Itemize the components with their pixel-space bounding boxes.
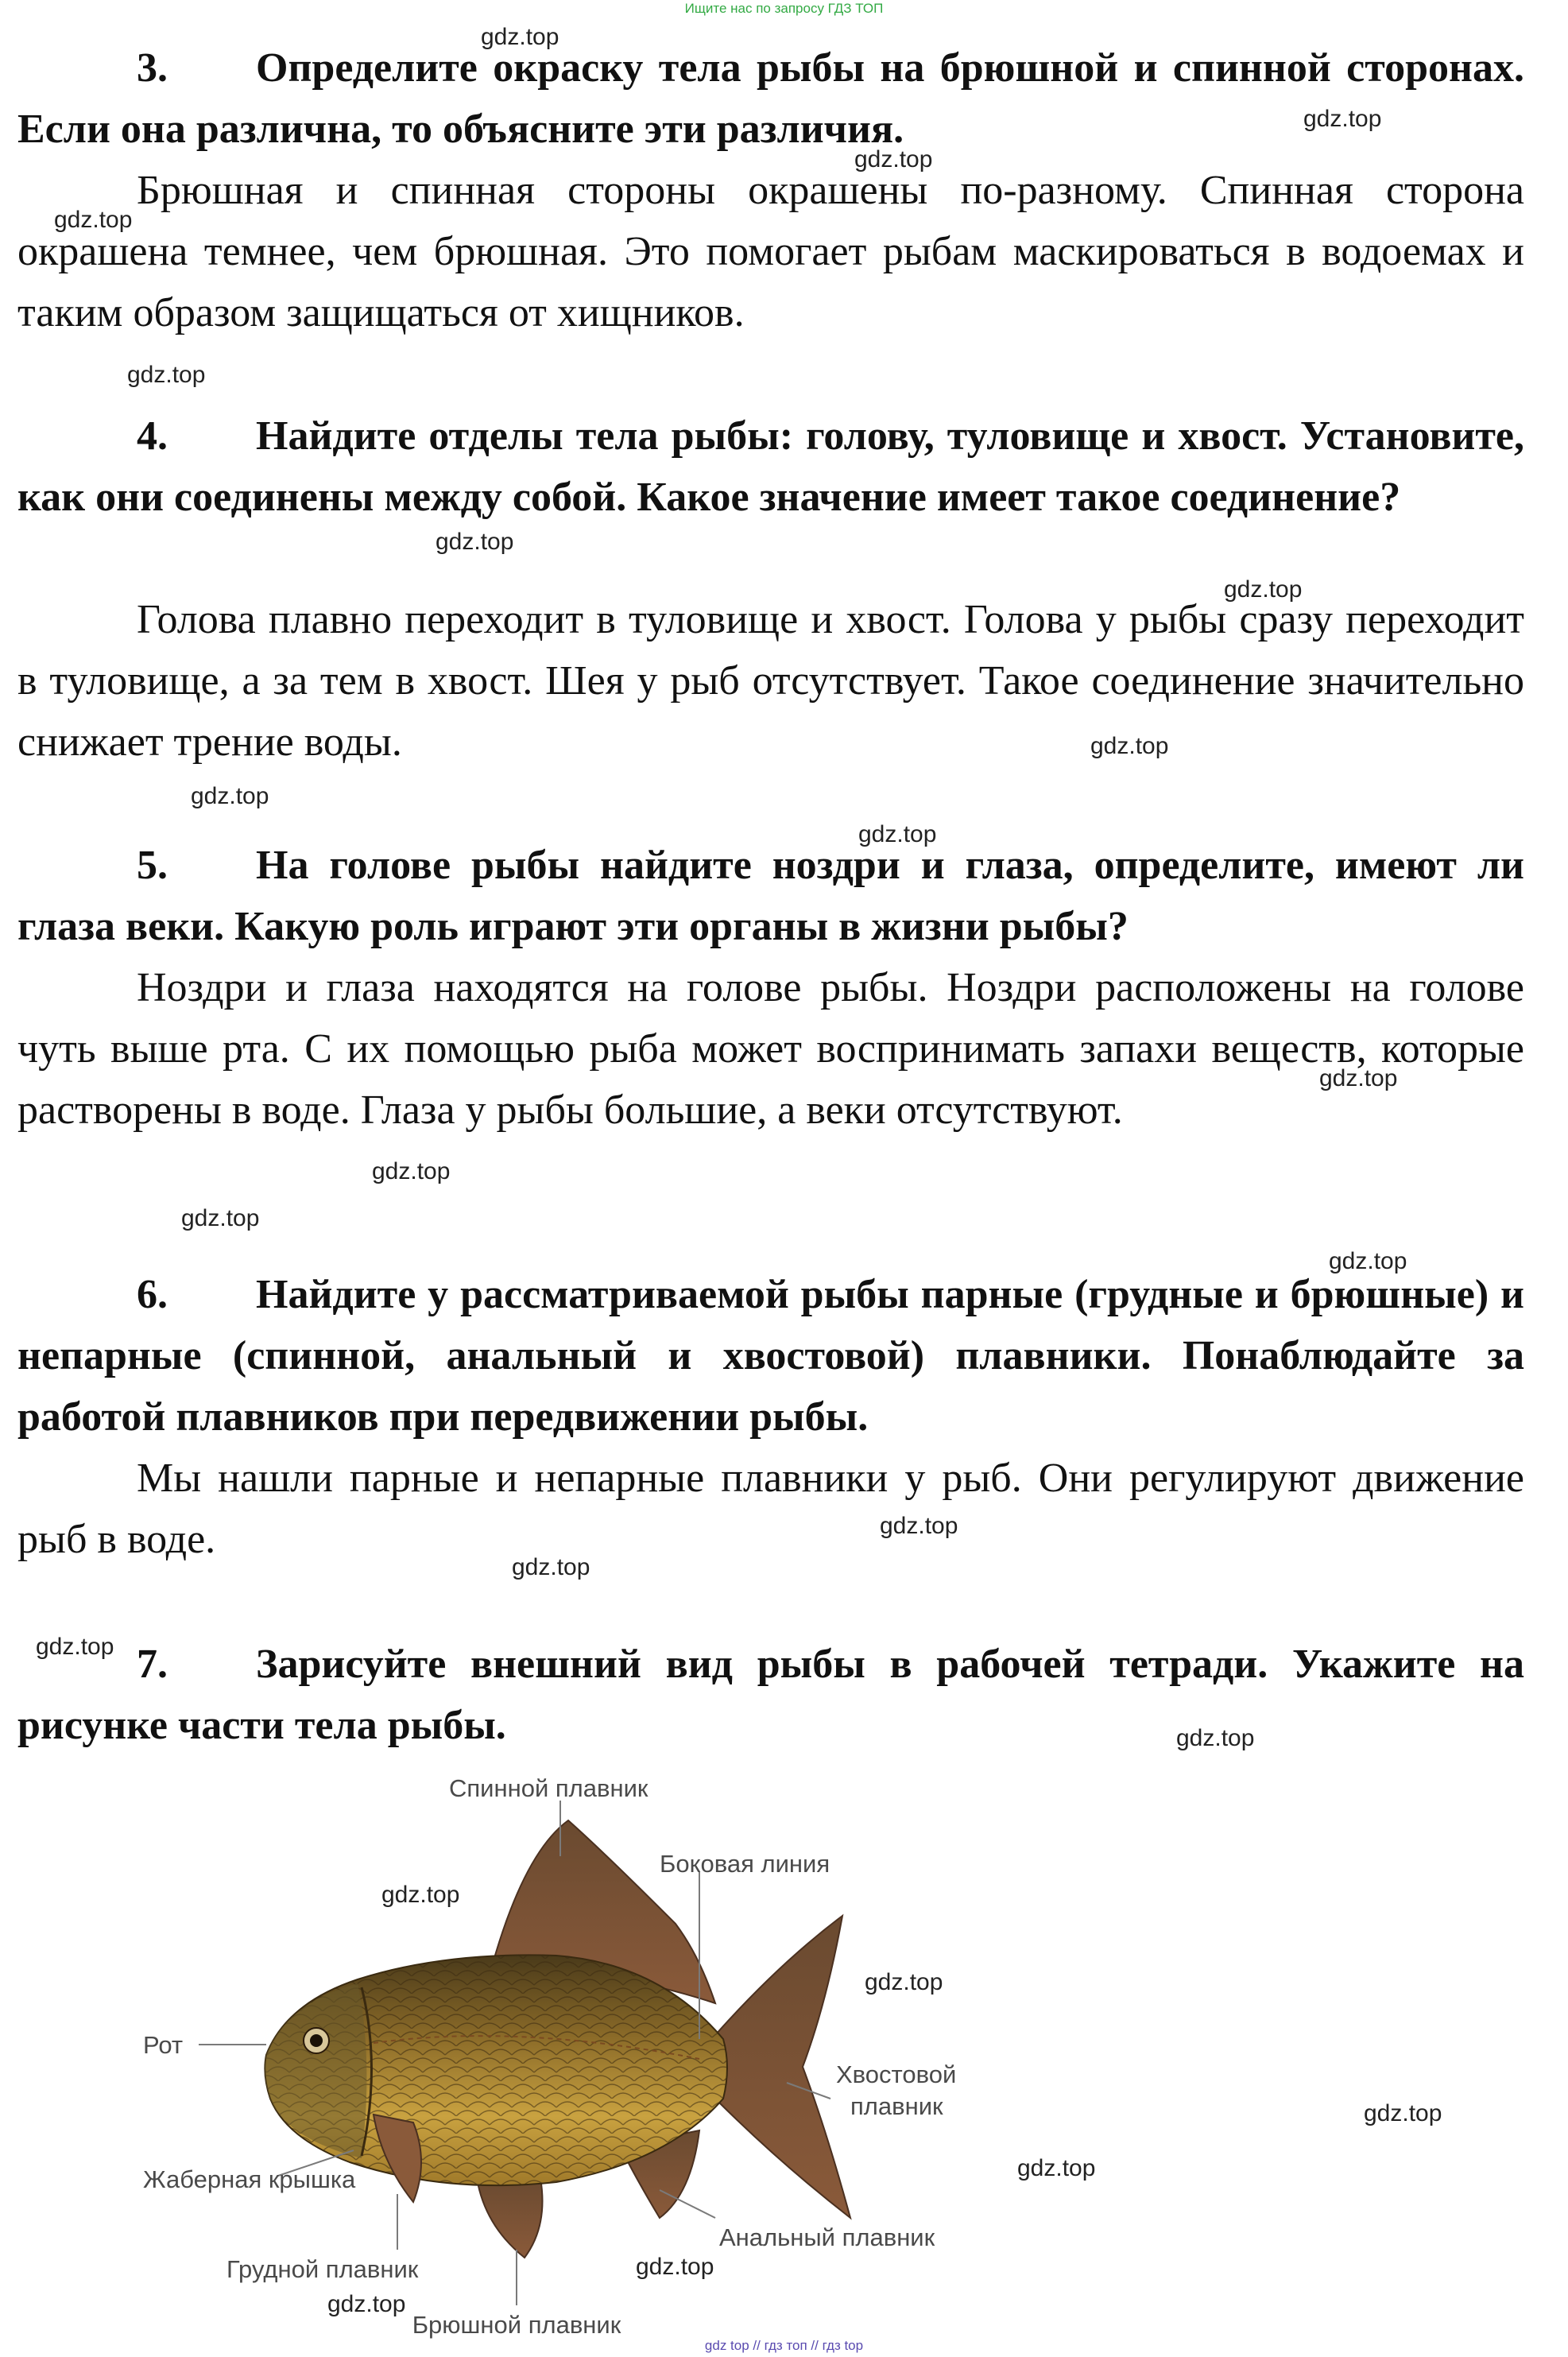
watermark: gdz.top: [1303, 106, 1382, 132]
label-ventral-fin: Брюшной плавник: [412, 2311, 621, 2339]
tail-fin-shape: [715, 1916, 850, 2218]
answer-6: Мы нашли парные и непарные плавники у рыб. Они регулируют движение рыб в воде.: [17, 1456, 1524, 1562]
watermark: gdz.top: [36, 1634, 114, 1660]
answer-4: Голова плавно переходит в туловище и хвост. Голова у рыбы сразу переходит в туловище, а за тем в хвост. Шея у рыб отсутствует. Такое соединение значительно снижает трение воды.: [17, 597, 1524, 765]
watermark: gdz.top: [181, 1205, 260, 1231]
watermark: gdz.top: [327, 2291, 406, 2317]
watermark: gdz.top: [1176, 1725, 1255, 1751]
question-number: 7.: [137, 1642, 168, 1687]
label-tail-fin-line2: плавник: [850, 2092, 943, 2120]
question-5: [17, 835, 1524, 957]
question-6: [17, 1264, 1524, 1448]
watermark: gdz.top: [1017, 2155, 1096, 2181]
question-text: Определите окраску тела рыбы на брюшной и спинной сторонах. Если она различна, то объясните эти различия.: [17, 45, 1524, 152]
watermark: gdz.top: [481, 24, 559, 50]
watermark: gdz.top: [854, 146, 933, 173]
fish-diagram: [127, 1749, 1017, 2353]
watermark: gdz.top: [858, 821, 937, 847]
question-number: 5.: [137, 843, 168, 888]
watermark: gdz.top: [512, 1554, 590, 1580]
label-tail-fin-line1: Хвостовой: [836, 2060, 957, 2088]
watermark: gdz.top: [54, 207, 133, 233]
label-anal-fin: Анальный плавник: [719, 2223, 935, 2251]
label-gill-cover: Жаберная крышка: [143, 2165, 356, 2193]
watermark: gdz.top: [880, 1513, 958, 1539]
question-text: Найдите отделы тела рыбы: голову, туловище и хвост. Установите, как они соединены между собой. Какое значение имеет такое соединение?: [17, 413, 1524, 520]
answer-5: Ноздри и глаза находятся на голове рыбы. Ноздри расположены на голове чуть выше рта. С их помощью рыба может воспринимать запахи веществ, которые растворены в воде. Глаза у рыбы большие, а веки отсутствуют.: [17, 965, 1524, 1133]
question-3: [17, 37, 1524, 160]
watermark: gdz.top: [1224, 576, 1303, 603]
watermark: gdz.top: [1319, 1065, 1398, 1091]
header-note: Ищите нас по запросу ГДЗ ТОП: [684, 1, 884, 16]
label-mouth: Рот: [143, 2031, 184, 2059]
watermark: gdz.top: [191, 783, 269, 809]
footer-note: gdz top // гдз топ // гдз top: [704, 2338, 864, 2353]
watermark: gdz.top: [1090, 733, 1169, 759]
question-7: [17, 1634, 1524, 1756]
ventral-fin-shape: [477, 2178, 543, 2258]
question-text: Найдите у рассматриваемой рыбы парные (грудные и брюшные) и непарные (спинной, анальный и хвостовой) плавники. Понаблюдайте за работой плавников при передвижении рыбы.: [17, 1272, 1524, 1440]
question-4: [17, 405, 1524, 528]
question-number: 3.: [137, 45, 168, 91]
question-text: Зарисуйте внешний вид рыбы в рабочей тетради. Укажите на рисунке части тела рыбы.: [17, 1642, 1524, 1748]
watermark: gdz.top: [436, 529, 514, 555]
question-number: 6.: [137, 1272, 168, 1317]
watermark: gdz.top: [381, 1882, 460, 1908]
label-pectoral-fin: Грудной плавник: [226, 2255, 419, 2283]
answer-3: Брюшная и спинная стороны окрашены по-разному. Спинная сторона окрашена темнее, чем брюшная. Это помогает рыбам маскироваться в водоемах и таким образом защищаться от хищников.: [17, 168, 1524, 335]
watermark: gdz.top: [865, 1969, 943, 1995]
watermark: gdz.top: [372, 1158, 451, 1184]
label-dorsal-fin: Спинной плавник: [449, 1774, 648, 1802]
question-text: На голове рыбы найдите ноздри и глаза, определите, имеют ли глаза веки. Какую роль играют эти органы в жизни рыбы?: [17, 843, 1524, 949]
watermark: gdz.top: [1364, 2100, 1442, 2126]
watermark: gdz.top: [1329, 1248, 1407, 1274]
question-number: 4.: [137, 413, 168, 459]
label-lateral-line: Боковая линия: [660, 1850, 830, 1878]
watermark: gdz.top: [636, 2254, 714, 2280]
watermark: gdz.top: [127, 362, 206, 388]
